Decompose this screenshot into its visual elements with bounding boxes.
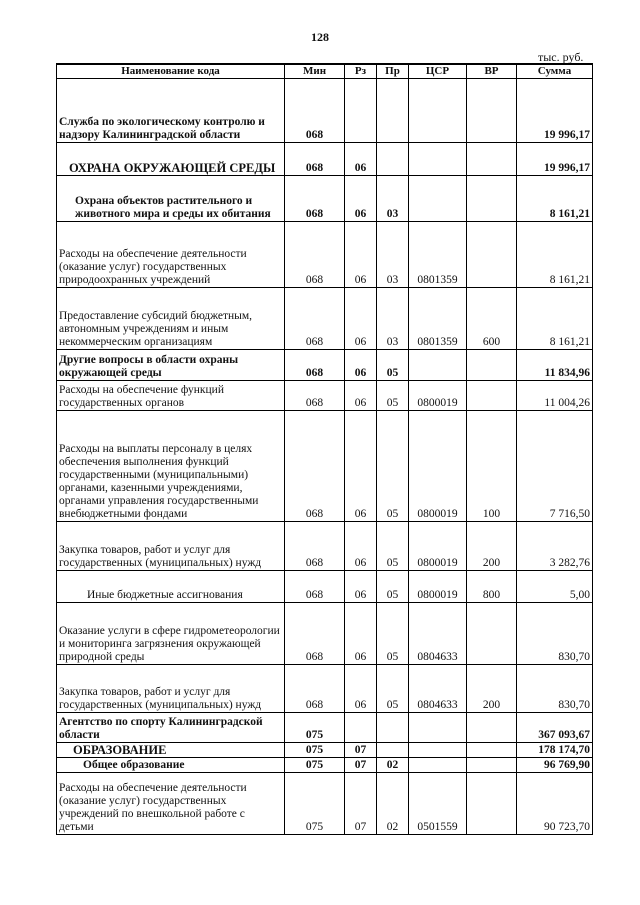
row-min: 068 [285,143,345,176]
row-pr: 05 [377,381,409,411]
row-min: 068 [285,288,345,350]
row-min: 068 [285,571,345,603]
header-csr: ЦСР [409,64,467,79]
row-name: Другие вопросы в области охраны окружающей среды [57,350,285,381]
row-vr [467,176,517,222]
row-vr: 600 [467,288,517,350]
row-csr [409,713,467,743]
row-rz: 07 [345,773,377,835]
row-name: Предоставление субсидий бюджетным, автономным учреждениям и иным некоммерческим организациям [57,288,285,350]
row-rz: 07 [345,743,377,758]
row-vr [467,350,517,381]
row-vr [467,713,517,743]
row-name: ОХРАНА ОКРУЖАЮЩЕЙ СРЕДЫ [57,143,285,176]
row-name: Агентство по спорту Калининградской области [57,713,285,743]
table-row [57,143,593,176]
header-vr: ВР [467,64,517,79]
row-sum: 3 282,76 [517,522,593,571]
row-vr [467,381,517,411]
row-csr [409,176,467,222]
row-sum: 7 716,50 [517,411,593,522]
row-name: Закупка товаров, работ и услуг для государственных (муниципальных) нужд [57,665,285,713]
row-vr: 800 [467,571,517,603]
row-rz: 06 [345,665,377,713]
row-min: 075 [285,713,345,743]
row-sum: 90 723,70 [517,773,593,835]
table-row [57,79,593,143]
row-rz: 07 [345,758,377,773]
row-pr [377,79,409,143]
row-csr [409,143,467,176]
header-pr: Пр [377,64,409,79]
row-min: 068 [285,411,345,522]
row-rz: 06 [345,143,377,176]
row-rz: 06 [345,381,377,411]
row-pr: 05 [377,571,409,603]
row-pr: 05 [377,411,409,522]
row-pr: 05 [377,603,409,665]
row-sum: 8 161,21 [517,288,593,350]
header-rz: Рз [345,64,377,79]
row-rz [345,713,377,743]
budget-table [56,63,593,835]
header-name: Наименование кода [57,64,285,79]
row-vr [467,743,517,758]
row-min: 068 [285,603,345,665]
table-row [57,773,593,835]
header-min: Мин [285,64,345,79]
row-pr: 03 [377,222,409,288]
row-rz: 06 [345,522,377,571]
row-min: 068 [285,665,345,713]
row-name: Расходы на обеспечение деятельности (оказание услуг) государственных учреждений по внешкольной работе с детьми [57,773,285,835]
table-row [57,350,593,381]
row-name: Расходы на обеспечение функций государственных органов [57,381,285,411]
row-name: Иные бюджетные ассигнования [57,571,285,603]
row-sum: 830,70 [517,603,593,665]
unit-label: тыс. руб. [538,50,584,64]
row-pr [377,713,409,743]
table-row [57,713,593,743]
table-row [57,603,593,665]
table-row [57,758,593,773]
table-row [57,571,593,603]
row-csr: 0801359 [409,222,467,288]
row-vr [467,758,517,773]
row-min: 075 [285,773,345,835]
row-csr: 0501559 [409,773,467,835]
row-min: 068 [285,176,345,222]
row-name: Закупка товаров, работ и услуг для государственных (муниципальных) нужд [57,522,285,571]
table-header [57,64,593,79]
row-pr: 05 [377,350,409,381]
row-name: ОБРАЗОВАНИЕ [57,743,285,758]
row-min: 068 [285,222,345,288]
row-vr [467,143,517,176]
row-sum: 19 996,17 [517,79,593,143]
row-name: Служба по экологическому контролю и надзору Калининградской области [57,79,285,143]
row-rz: 06 [345,288,377,350]
row-csr: 0800019 [409,381,467,411]
row-vr [467,222,517,288]
row-vr: 200 [467,665,517,713]
row-min: 068 [285,350,345,381]
row-rz: 06 [345,222,377,288]
row-vr [467,603,517,665]
row-name: Расходы на обеспечение деятельности (оказание услуг) государственных природоохранных учреждений [57,222,285,288]
row-csr: 0800019 [409,571,467,603]
table-row [57,176,593,222]
table-row [57,743,593,758]
row-csr: 0804633 [409,603,467,665]
row-sum: 96 769,90 [517,758,593,773]
row-vr [467,79,517,143]
row-csr: 0800019 [409,522,467,571]
row-pr: 03 [377,176,409,222]
row-name: Оказание услуги в сфере гидрометеорологии и мониторинга загрязнения окружающей природной среды [57,603,285,665]
row-pr: 05 [377,665,409,713]
row-pr [377,743,409,758]
row-name: Расходы на выплаты персоналу в целях обеспечения выполнения функций государственными (муниципальными) органами, казенными учреждениями, органами управления государственными внебюджетными фондами [57,411,285,522]
row-pr [377,143,409,176]
row-sum: 8 161,21 [517,222,593,288]
row-min: 075 [285,743,345,758]
row-sum: 19 996,17 [517,143,593,176]
row-pr: 03 [377,288,409,350]
page-number: 128 [311,30,329,44]
row-csr [409,758,467,773]
row-csr: 0801359 [409,288,467,350]
row-min: 068 [285,79,345,143]
row-csr [409,350,467,381]
table-row [57,665,593,713]
table-row [57,522,593,571]
row-vr: 100 [467,411,517,522]
row-csr [409,743,467,758]
table-row [57,381,593,411]
row-rz: 06 [345,350,377,381]
row-rz: 06 [345,603,377,665]
row-rz [345,79,377,143]
row-min: 075 [285,758,345,773]
row-sum: 367 093,67 [517,713,593,743]
row-sum: 830,70 [517,665,593,713]
row-sum: 5,00 [517,571,593,603]
row-sum: 8 161,21 [517,176,593,222]
row-pr: 05 [377,522,409,571]
row-name: Охрана объектов растительного и животного мира и среды их обитания [57,176,285,222]
row-min: 068 [285,522,345,571]
row-sum: 11 834,96 [517,350,593,381]
row-sum: 11 004,26 [517,381,593,411]
row-pr: 02 [377,773,409,835]
row-csr: 0804633 [409,665,467,713]
row-csr [409,79,467,143]
row-sum: 178 174,70 [517,743,593,758]
table-row [57,222,593,288]
table-row [57,411,593,522]
row-pr: 02 [377,758,409,773]
row-name: Общее образование [57,758,285,773]
row-vr: 200 [467,522,517,571]
row-csr: 0800019 [409,411,467,522]
row-rz: 06 [345,176,377,222]
row-rz: 06 [345,411,377,522]
row-vr [467,773,517,835]
table-row [57,288,593,350]
row-rz: 06 [345,571,377,603]
row-min: 068 [285,381,345,411]
header-sum: Сумма [517,64,593,79]
